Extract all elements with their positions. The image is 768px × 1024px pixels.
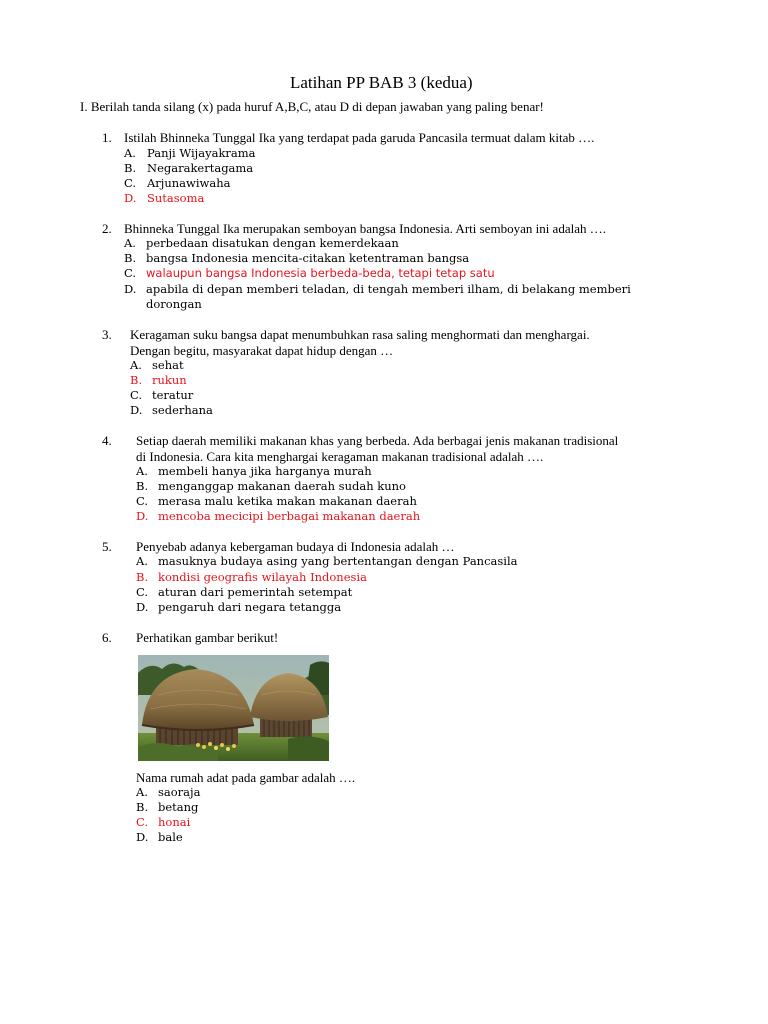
option-text: saoraja xyxy=(158,785,201,799)
option-text: Arjunawiwaha xyxy=(147,176,231,190)
question-number: 4. xyxy=(102,433,112,448)
option-letter: A. xyxy=(136,464,148,478)
option-letter: C. xyxy=(136,494,149,508)
option-letter: A. xyxy=(136,554,148,568)
page-title: Latihan PP BAB 3 (kedua) xyxy=(290,73,473,92)
instruction: I. Berilah tanda silang (x) pada huruf A,B,C, atau D di depan jawaban yang paling benar! xyxy=(80,99,544,114)
option-text: menganggap makanan daerah sudah kuno xyxy=(158,479,406,493)
option-letter: B. xyxy=(124,161,137,175)
option-text: aturan dari pemerintah setempat xyxy=(158,585,353,599)
option-text: pengaruh dari negara tetangga xyxy=(158,600,342,614)
option-letter: A. xyxy=(130,358,142,372)
option-text-answer: mencoba mecicipi berbagai makanan daerah xyxy=(158,509,421,523)
honai-house-image xyxy=(138,655,329,761)
option-letter: C. xyxy=(130,388,143,402)
question-text: Penyebab adanya kebergaman budaya di Indonesia adalah … xyxy=(136,539,455,554)
option-text-answer: kondisi geografis wilayah Indonesia xyxy=(158,570,367,584)
option-letter: D. xyxy=(136,600,149,614)
question-text: Keragaman suku bangsa dapat menumbuhkan rasa saling menghormati dan menghargai. xyxy=(130,327,590,342)
option-text-continued: dorongan xyxy=(146,297,202,311)
question-text: Perhatikan gambar berikut! xyxy=(136,630,279,645)
question-number: 5. xyxy=(102,539,112,554)
option-letter: B. xyxy=(124,251,137,265)
question-number: 3. xyxy=(102,327,112,342)
option-letter: A. xyxy=(124,236,136,250)
option-text: membeli hanya jika harganya murah xyxy=(158,464,372,478)
question-text: di Indonesia. Cara kita menghargai keragaman makanan tradisional adalah …. xyxy=(136,449,544,464)
option-letter: B. xyxy=(136,570,149,584)
option-text: sederhana xyxy=(152,403,213,417)
option-text: masuknya budaya asing yang bertentangan dengan Pancasila xyxy=(158,554,518,568)
option-letter: D. xyxy=(136,830,149,844)
option-letter: D. xyxy=(124,191,137,205)
option-text: apabila di depan memberi teladan, di tengah memberi ilham, di belakang memberi xyxy=(146,282,631,296)
option-letter: B. xyxy=(136,800,149,814)
option-letter: B. xyxy=(136,479,149,493)
question-text: Dengan begitu, masyarakat dapat hidup dengan … xyxy=(130,343,394,358)
option-letter: B. xyxy=(130,373,143,387)
option-letter: C. xyxy=(124,266,137,280)
option-text: Negarakertagama xyxy=(147,161,254,175)
question-text: Nama rumah adat pada gambar adalah …. xyxy=(136,770,356,785)
option-letter: D. xyxy=(136,509,149,523)
option-letter: A. xyxy=(136,785,148,799)
option-letter: A. xyxy=(124,146,136,160)
option-letter: D. xyxy=(124,282,137,296)
question-text: Setiap daerah memiliki makanan khas yang berbeda. Ada berbagai jenis makanan tradisional xyxy=(136,433,619,448)
option-text-answer: rukun xyxy=(152,373,187,387)
option-text: betang xyxy=(158,800,199,814)
question-number: 6. xyxy=(102,630,112,645)
option-text-answer: honai xyxy=(158,815,191,829)
option-text: teratur xyxy=(152,388,194,402)
option-letter: C. xyxy=(136,585,149,599)
question-number: 2. xyxy=(102,221,112,236)
option-text: bale xyxy=(158,830,183,844)
option-letter: D. xyxy=(130,403,143,417)
question-text: Istilah Bhinneka Tunggal Ika yang terdapat pada garuda Pancasila termuat dalam kitab …. xyxy=(124,130,595,145)
option-text: merasa malu ketika makan makanan daerah xyxy=(158,494,417,508)
option-text: Panji Wijayakrama xyxy=(147,146,256,160)
option-text-answer: walaupun bangsa Indonesia berbeda-beda, tetapi tetap satu xyxy=(146,266,495,280)
option-text: perbedaan disatukan dengan kemerdekaan xyxy=(146,236,399,250)
question-text: Bhinneka Tunggal Ika merupakan semboyan bangsa Indonesia. Arti semboyan ini adalah …. xyxy=(124,221,606,236)
option-text-answer: Sutasoma xyxy=(147,191,205,205)
option-letter: C. xyxy=(136,815,149,829)
option-text: sehat xyxy=(152,358,184,372)
option-letter: C. xyxy=(124,176,137,190)
option-text: bangsa Indonesia mencita-citakan ketentraman bangsa xyxy=(146,251,470,265)
question-number: 1. xyxy=(102,130,112,145)
